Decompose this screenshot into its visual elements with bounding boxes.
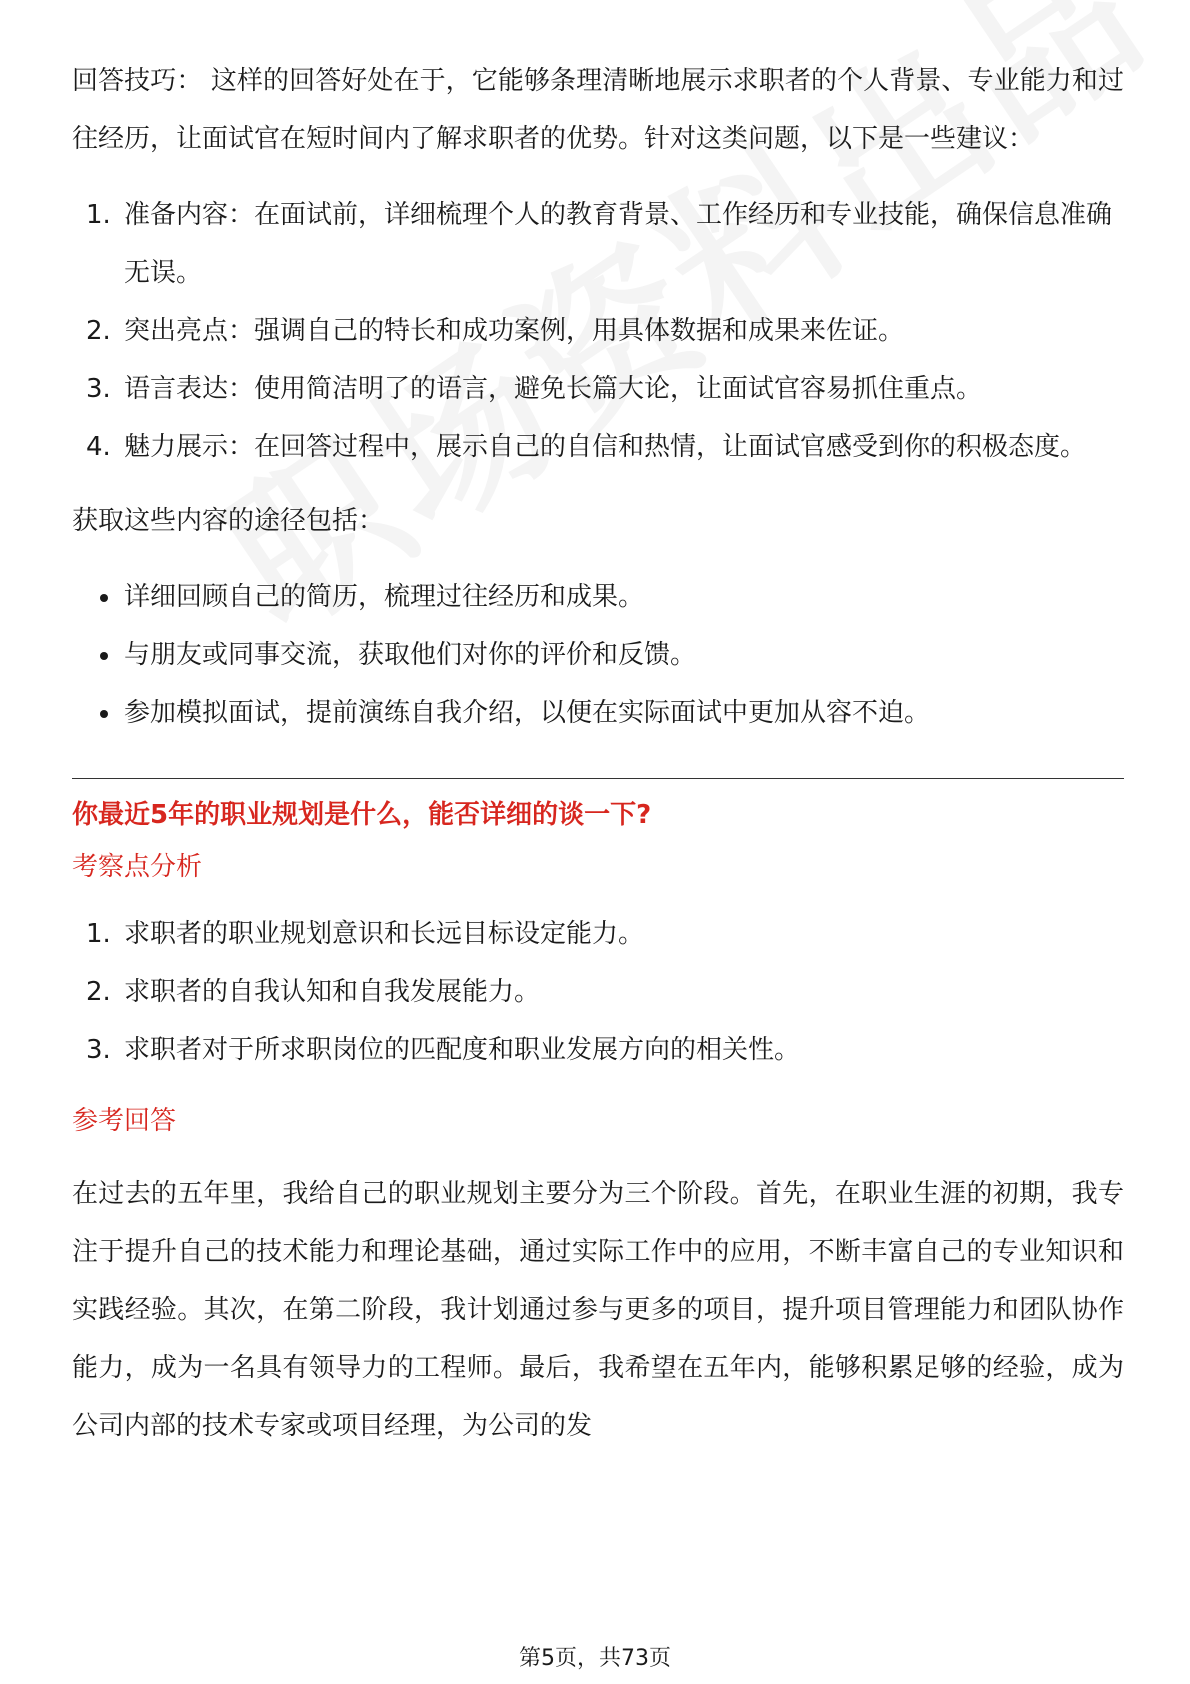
sources-heading: 获取这些内容的途径包括： [72,506,385,536]
list-number: 4. [86,432,111,462]
analysis-list [72,905,1124,1079]
list-item [72,1021,1124,1079]
list-number: 3. [86,1035,111,1065]
list-number: 2. [86,977,111,1007]
list-item-text: 准备内容：在面试前，详细梳理个人的教育背景、工作经历和专业技能，确保信息准确无误。 [124,200,1113,288]
page-content [72,52,1124,1455]
list-item-text: 详细回顾自己的简历，梳理过往经历和成果。 [124,582,645,612]
answer-heading: 参考回答 [72,1106,177,1136]
list-item [72,360,1124,418]
list-number: 1. [86,919,111,949]
list-item [72,568,1124,626]
question-title: 你最近5年的职业规划是什么，能否详细的谈一下? [72,800,652,830]
list-item-text: 求职者的职业规划意识和长远目标设定能力。 [124,919,645,949]
intro-paragraph: 回答技巧： 这样的回答好处在于，它能够条理清晰地展示求职者的个人背景、专业能力和过往经历，让面试官在短时间内了解求职者的优势。针对这类问题，以下是一些建议： [72,66,1124,154]
bullet-icon [100,710,108,718]
list-item [72,963,1124,1021]
list-item-text: 求职者对于所求职岗位的匹配度和职业发展方向的相关性。 [124,1035,801,1065]
list-item [72,186,1124,302]
list-item-text: 突出亮点：强调自己的特长和成功案例，用具体数据和成果来佐证。 [124,316,905,346]
list-item-text: 魅力展示：在回答过程中，展示自己的自信和热情，让面试官感受到你的积极态度。 [124,432,1087,462]
bullet-icon [100,652,108,660]
page-footer: 第5页，共73页 [519,1646,671,1671]
section-divider [72,778,1124,779]
list-item-text: 参加模拟面试，提前演练自我介绍，以便在实际面试中更加从容不迫。 [124,698,931,728]
list-number: 1. [86,200,111,230]
list-item [72,626,1124,684]
bullet-icon [100,594,108,602]
list-number: 2. [86,316,111,346]
list-item [72,302,1124,360]
suggestion-list [72,186,1124,476]
list-item [72,684,1124,742]
analysis-heading: 考察点分析 [72,852,203,882]
sources-list [72,568,1124,742]
list-item [72,418,1124,476]
list-item-text: 语言表达：使用简洁明了的语言，避免长篇大论，让面试官容易抓住重点。 [124,374,983,404]
list-number: 3. [86,374,111,404]
list-item [72,905,1124,963]
list-item-text: 与朋友或同事交流，获取他们对你的评价和反馈。 [124,640,697,670]
answer-paragraph: 在过去的五年里，我给自己的职业规划主要分为三个阶段。首先，在职业生涯的初期，我专注于提升自己的技术能力和理论基础，通过实际工作中的应用，不断丰富自己的专业知识和实践经验。其次，在第二阶段，我计划通过参与更多的项目，提升项目管理能力和团队协作能力，成为一名具有领导力的工程师。最后，我希望在五年内，能够积累足够的经验，成为公司内部的技术专家或项目经理，为公司的发 [72,1179,1124,1441]
list-item-text: 求职者的自我认知和自我发展能力。 [124,977,541,1007]
